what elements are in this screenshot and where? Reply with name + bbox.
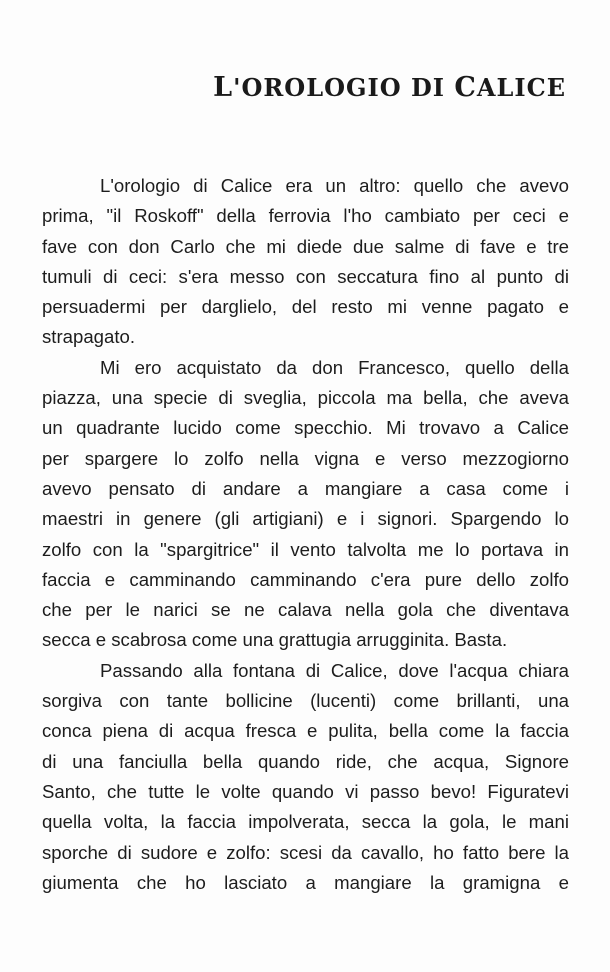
text-line: fave con don Carlo che mi diede due salme di fave e tre: [42, 235, 569, 257]
text-line: giumenta che ho lasciato a mangiare la gramigna e: [42, 871, 569, 893]
text-line: L'orologio di Calice era un altro: quello che avevo: [100, 175, 569, 196]
text-line: tumuli di ceci: s'era messo con seccatura fino al punto di: [42, 265, 569, 287]
text-line: Passando alla fontana di Calice, dove l'acqua chiara: [100, 659, 569, 681]
text-line: sorgiva con tante bollicine (lucenti) come brillanti, una: [42, 690, 569, 712]
paragraph-3: [42, 656, 569, 898]
text-line: persuadermi per darglielo, del resto mi venne pagato e: [42, 296, 569, 318]
body-text: [42, 171, 569, 898]
text-line: strapagato.: [42, 326, 136, 348]
text-line: Santo, che tutte le volte quando vi passo bevo! Figuratevi: [42, 780, 569, 802]
text-line: faccia e camminando camminando c'era pure dello zolfo: [42, 568, 569, 590]
title-initial: L: [213, 72, 234, 103]
text-line: conca piena di acqua fresca e pulita, bella come la faccia: [42, 720, 569, 742]
text-line: avevo pensato di andare a mangiare a casa come i: [42, 477, 569, 499]
text-line: quella volta, la faccia impolverata, secca la gola, le mani: [42, 811, 569, 833]
text-line: che per le narici se ne calava nella gola che diventava: [42, 599, 569, 621]
text-line: piazza, una specie di sveglia, piccola ma bella, che aveva: [42, 387, 569, 409]
paragraph-2: [42, 353, 569, 656]
title-part: 'OROLOGIO DI: [233, 73, 455, 102]
text-line: prima, "il Roskoff" della ferrovia l'ho cambiato per ceci e: [42, 205, 569, 227]
title-part: ALICE: [476, 73, 566, 102]
text-line: zolfo con la "spargitrice" il vento talvolta me lo portava in: [42, 538, 569, 560]
text-line: un quadrante lucido come specchio. Mi trovavo a Calice: [42, 417, 569, 439]
text-line: sporche di sudore e zolfo: scesi da cavallo, ho fatto bere la: [42, 841, 569, 863]
title-initial: C: [454, 72, 477, 103]
chapter-title: [213, 72, 566, 103]
text-line: secca e scabrosa come una grattugia arrugginita. Basta.: [42, 629, 508, 651]
text-line: maestri in genere (gli artigiani) e i signori. Spargendo lo: [42, 508, 569, 530]
text-line: di una fanciulla bella quando ride, che acqua, Signore: [42, 750, 569, 772]
text-line: per spargere lo zolfo nella vigna e verso mezzogiorno: [42, 447, 569, 469]
paragraph-1: [42, 171, 569, 353]
text-line: Mi ero acquistato da don Francesco, quello della: [100, 356, 569, 378]
